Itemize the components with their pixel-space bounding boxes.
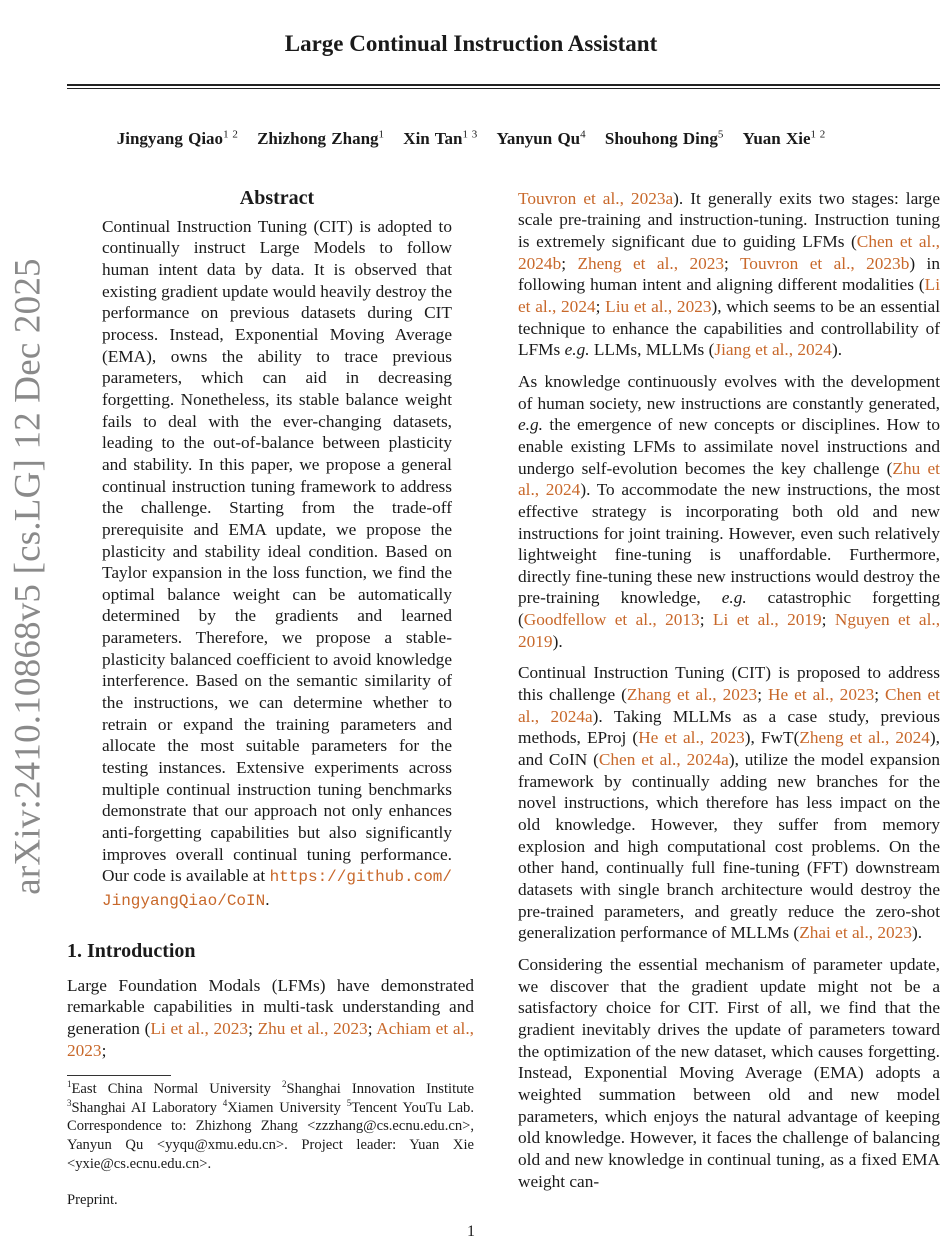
text: ), utilize the model expansion framework by continually adding new branches for the novel instructions, which therefore has less impact on the old knowledge. However, they suffer from memory explosion and high computational cost problems. On the other hand, continually full fine-tuning (FFT) downstream datasets with single branch architecture would destroy the pre-trained parameters, and greatly reduce the zero-shot generalization performance of MLLMs ( xyxy=(518,750,940,943)
arxiv-stamp: arXiv:2410.10868v5 [cs.LG] 12 Dec 2025 xyxy=(7,258,49,895)
italic-text: e.g. xyxy=(564,340,590,360)
citation-link[interactable]: Zheng et al., 2024 xyxy=(799,728,930,748)
author-list xyxy=(0,123,942,150)
citation-link[interactable]: He et al., 2023 xyxy=(767,685,875,705)
correspondence: Correspondence to: Zhizhong Zhang <zzzhang@cs.ecnu.edu.cn>, Yanyun Qu <yyqu@xmu.edu.cn>. Project leader: Yuan Xie <yxie@cs.ecnu.edu.cn>. xyxy=(67,1118,474,1172)
citation-link[interactable]: Chen et al., 2024b xyxy=(518,231,941,273)
citation-link[interactable]: Li et al., 2023 xyxy=(150,1018,249,1038)
citation-link[interactable]: Zhang et al., 2023 xyxy=(626,685,758,705)
citation-link[interactable]: He et al., 2023 xyxy=(638,728,745,748)
italic-text: e.g. xyxy=(518,415,543,435)
title-rule-top xyxy=(67,84,940,86)
author: Yanyun Qu$^4$ xyxy=(496,128,586,148)
text: ; xyxy=(874,685,886,705)
paragraph xyxy=(518,662,940,944)
author: Xin Tan$^{1 3}$ xyxy=(403,128,478,148)
text: ; xyxy=(248,1018,258,1038)
text: ), which seems to be an essential technique to enhance the capabilities and controllability of LFMs xyxy=(518,296,940,360)
footnote-rule xyxy=(67,1075,171,1076)
text: ; xyxy=(561,253,578,273)
paragraph xyxy=(518,371,940,653)
text: ), FwT( xyxy=(744,728,800,748)
introduction-heading: 1. Introduction xyxy=(67,939,196,962)
text: Continual Instruction Tuning (CIT) is adopted to continually instruct Large Models to follow human intent data by data. It is observed that existing gradient update would heavily destroy the performance on previous datasets during CIT process. Instead, Exponential Moving Average (EMA), owns the ability to trace previous parameters, which can aid in decreasing forgetting. Nonetheless, its stable balance weight fails to deal with the ever-changing datasets, leading to the out-of-balance between plasticity and stability. In this paper, we propose a general continual instruction tuning framework to address the challenge. Starting from the trade-off prerequisite and EMA update, we propose the plasticity and stability ideal condition. Based on Taylor expansion in the loss function, we find the optimal balance weight can be automatically determined by the gradients and learned parameters. Therefore, we propose a stable-plasticity balanced coefficient to avoid knowledge interference. Based on the semantic similarity of the instructions, we can determine whether to retrain or expand the training parameters and allocate the most suitable parameters for the testing instances. Extensive experiments across multiple continual instruction tuning benchmarks demonstrate that our approach not only enhances anti-forgetting capabilities but also significantly improves overall continual tuning performance. Our code is available at xyxy=(102,216,452,886)
citation-link[interactable]: Zhu et al., 2023 xyxy=(257,1018,368,1038)
abstract-heading: Abstract xyxy=(239,186,315,209)
text: the emergence of new concepts or disciplines. How to enable existing LFMs to assimilate novel instructions and undergo self-evolution becomes the key challenge ( xyxy=(518,415,940,478)
title-rule-bottom xyxy=(67,88,940,89)
citation-link[interactable]: Chen et al., 2024a xyxy=(598,750,729,770)
text: . xyxy=(265,890,270,909)
paragraph xyxy=(102,216,452,913)
footnote-block xyxy=(67,1071,474,1209)
paragraph xyxy=(518,188,940,361)
paragraph xyxy=(518,954,940,1192)
footnote xyxy=(67,1080,474,1173)
citation-link[interactable]: Zheng et al., 2023 xyxy=(577,253,725,273)
citation-link[interactable]: Zhai et al., 2023 xyxy=(799,923,912,943)
citation-link[interactable]: Li et al., 2019 xyxy=(712,610,822,630)
text: ; xyxy=(367,1018,377,1038)
text: catastrophic forgetting ( xyxy=(518,588,940,630)
text: ; xyxy=(595,296,606,316)
italic-text: e.g. xyxy=(721,588,747,608)
text: ; xyxy=(757,685,768,705)
paper-title: Large Continual Instruction Assistant xyxy=(284,31,658,56)
text: ). To accommodate the new instructions, the most effective strategy is incorporating both old and new instructions for joint training. However, even such relatively lightweight fine-tuning is unaffordable. Furthermore, directly fine-tuning these new instructions would destroy the pre-training knowledge, xyxy=(518,480,940,608)
abstract-body xyxy=(102,216,452,923)
text: ) in following human intent and aligning different modalities ( xyxy=(518,253,940,295)
citation-link[interactable]: Zhu et al., 2024 xyxy=(518,458,940,500)
text: As knowledge continuously evolves with the development of human society, new instructions are constantly generated, xyxy=(518,371,940,413)
paragraph xyxy=(67,975,474,1062)
citation-link[interactable]: Nguyen et al., 2019 xyxy=(518,610,941,651)
text: Large Foundation Modals (LFMs) have demonstrated remarkable capabilities in multi-task understanding and generation ( xyxy=(67,975,474,1038)
text: ; xyxy=(699,610,713,630)
code-url-link[interactable]: https://github.com/JingyangQiao/CoIN xyxy=(102,868,452,910)
text: ), and CoIN ( xyxy=(518,728,940,770)
affiliations: $^1$East China Normal University $^2$Shanghai Innovation Institute $^3$Shanghai AI Laboratory $^4$Xiamen University $^5$Tencent YouTu Lab. xyxy=(67,1079,475,1116)
text: ; xyxy=(724,253,740,273)
citation-link[interactable]: Touvron et al., 2023a xyxy=(518,188,674,208)
text: ). xyxy=(911,923,923,943)
citation-link[interactable]: Goodfellow et al., 2013 xyxy=(523,610,700,630)
page-number: 1 xyxy=(467,1223,475,1241)
citation-link[interactable]: Touvron et al., 2023b xyxy=(739,253,910,273)
preprint-note: Preprint. xyxy=(67,1192,118,1209)
author: Yuan Xie$^{1 2}$ xyxy=(742,128,826,148)
author: Shouhong Ding$^5$ xyxy=(604,128,724,148)
text: ; xyxy=(821,610,835,630)
citation-link[interactable]: Li et al., 2024 xyxy=(518,275,940,316)
citation-link[interactable]: Achiam et al., 2023 xyxy=(67,1018,474,1060)
author: Zhizhong Zhang$^1$ xyxy=(257,128,385,148)
citation-link[interactable]: Jiang et al., 2024 xyxy=(714,340,832,360)
text: ). Taking MLLMs as a case study, previous methods, EProj ( xyxy=(518,706,940,748)
author: Jingyang Qiao$^{1 2}$ xyxy=(116,128,238,148)
text: ; xyxy=(101,1040,107,1060)
introduction-left-body xyxy=(67,975,474,1072)
text: ). It generally exits two stages: large scale pre-training and instruction-tuning. Instruction tuning is extremely significant due to guiding LFMs ( xyxy=(518,188,940,251)
left-column xyxy=(67,186,474,1210)
text: LLMs, MLLMs ( xyxy=(589,340,715,360)
citation-link[interactable]: Liu et al., 2023 xyxy=(605,296,712,316)
citation-link[interactable]: Chen et al., 2024a xyxy=(518,685,940,726)
two-column-body xyxy=(0,186,942,1210)
text: ). xyxy=(831,340,843,360)
text: Considering the essential mechanism of parameter update, we discover that the gradient update might not be a satisfactory choice for CIT. First of all, we find that the gradient inevitably drives the update of parameters toward the optimization of the new dataset, which causes forgetting. Instead, Exponential Moving Average (EMA) adopts a weighted summation between old and new model parameters, which enjoys the natural advantage of keeping old knowledge. However, it faces the challenge of balancing old and new knowledge in continual tuning, as a fixed EMA weight can- xyxy=(518,954,940,1191)
text: ). xyxy=(552,631,563,651)
right-column-body xyxy=(518,188,940,1210)
text: Continual Instruction Tuning (CIT) is proposed to address this challenge ( xyxy=(518,663,940,705)
